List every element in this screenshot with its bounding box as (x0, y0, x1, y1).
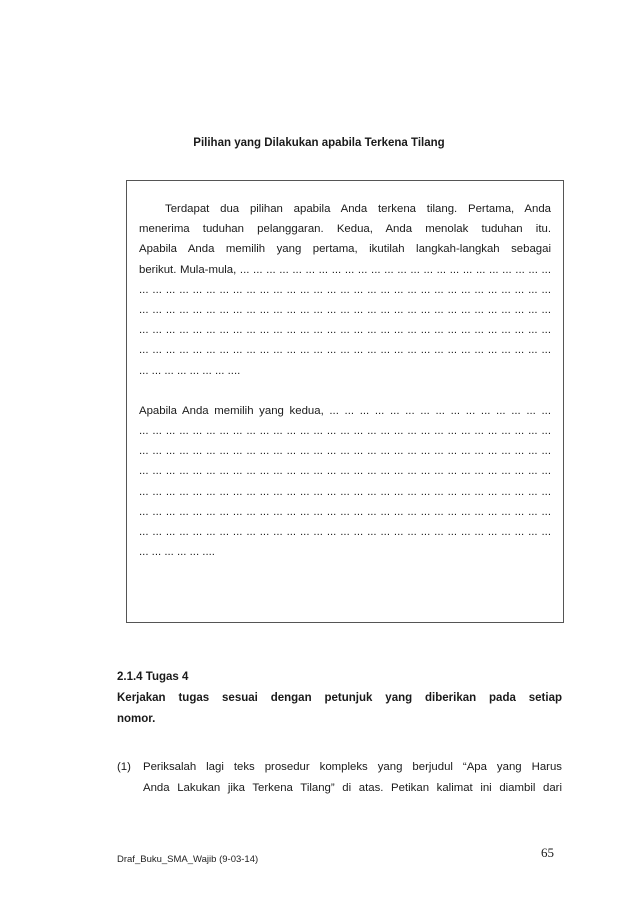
exercise-box (126, 180, 564, 623)
box-line: berikut. Mula-mula, ... ... ... ... ... ... ... ... ... ... ... ... ... ... ... ... ... ... ... ... ... ... ... ... (139, 263, 551, 276)
box-line: ... ... ... ... ... ... ... ... ... ... ... ... ... ... ... ... ... ... ... ... ... ... ... ... ... ... ... ... ... ... ... (139, 465, 551, 478)
box-line: Terdapat dua pilihan apabila Anda terkena tilang. Pertama, Anda (165, 203, 551, 215)
item-text-line: Anda Lakukan jika Terkena Tilang” di atas. Petikan kalimat ini diambil dari (143, 781, 562, 794)
page-number: 65 (541, 845, 554, 860)
box-line: ... ... ... ... ... ... ... ... ... ... ... ... ... ... ... ... ... ... ... ... ... ... ... ... ... ... ... ... ... ... ... (139, 485, 551, 498)
box-line: ... ... ... ... ... ... ... ... ... ... ... ... ... ... ... ... ... ... ... ... ... ... ... ... ... ... ... ... ... ... ... (139, 425, 551, 438)
instruction-line: nomor. (117, 713, 156, 725)
footer-doc-label: Draf_Buku_SMA_Wajib (9-03-14) (117, 854, 259, 865)
item-number: (1) (117, 761, 131, 773)
box-line: Apabila Anda memilih yang kedua, ... ... ... ... ... ... ... ... ... ... ... ... ... ... ... (139, 404, 551, 417)
box-line: ... ... ... ... ... ... ... ... ... ... ... ... ... ... ... ... ... ... ... ... ... ... ... ... ... ... ... ... ... ... ... (139, 283, 551, 296)
item-text-line: Periksalah lagi teks prosedur kompleks yang berjudul “Apa yang Harus (143, 761, 562, 773)
box-line: Apabila Anda memilih yang pertama, ikutilah langkah-langkah sebagai (139, 243, 551, 256)
task-item-1 (117, 757, 562, 798)
box-line: ... ... ... ... ... ... ... ... ... ... ... ... ... ... ... ... ... ... ... ... ... ... ... ... ... ... ... ... ... ... ... (139, 445, 551, 458)
box-line: ... ... ... ... ... ... ... ... ... ... ... ... ... ... ... ... ... ... ... ... ... ... ... ... ... ... ... ... ... ... ... (139, 505, 551, 518)
section-title: 2.1.4 Tugas 4 (117, 671, 189, 683)
box-line: ... ... ... ... ... ... ... ... ... ... ... ... ... ... ... ... ... ... ... ... ... ... ... ... ... ... ... ... ... ... ... (139, 303, 551, 316)
task-section (117, 667, 562, 730)
box-line: ... ... ... ... ... ... ... ... ... ... ... ... ... ... ... ... ... ... ... ... ... ... ... ... ... ... ... ... ... ... ... (139, 324, 551, 337)
box-line: ... ... ... ... ... .... (139, 546, 215, 559)
instruction-line: Kerjakan tugas sesuai dengan petunjuk yang diberikan pada setiap (117, 692, 562, 704)
box-line: ... ... ... ... ... ... ... ... ... ... ... ... ... ... ... ... ... ... ... ... ... ... ... ... ... ... ... ... ... ... ... (139, 526, 551, 538)
box-heading: Pilihan yang Dilakukan apabila Terkena Tilang (193, 137, 445, 149)
box-line: menerima tuduhan pelanggaran. Kedua, Anda menolak tuduhan itu. (139, 223, 551, 236)
box-line: ... ... ... ... ... ... ... .... (139, 364, 241, 377)
exercise-box-text (139, 199, 551, 562)
box-line: ... ... ... ... ... ... ... ... ... ... ... ... ... ... ... ... ... ... ... ... ... ... ... ... ... ... ... ... ... ... ... (139, 344, 551, 357)
